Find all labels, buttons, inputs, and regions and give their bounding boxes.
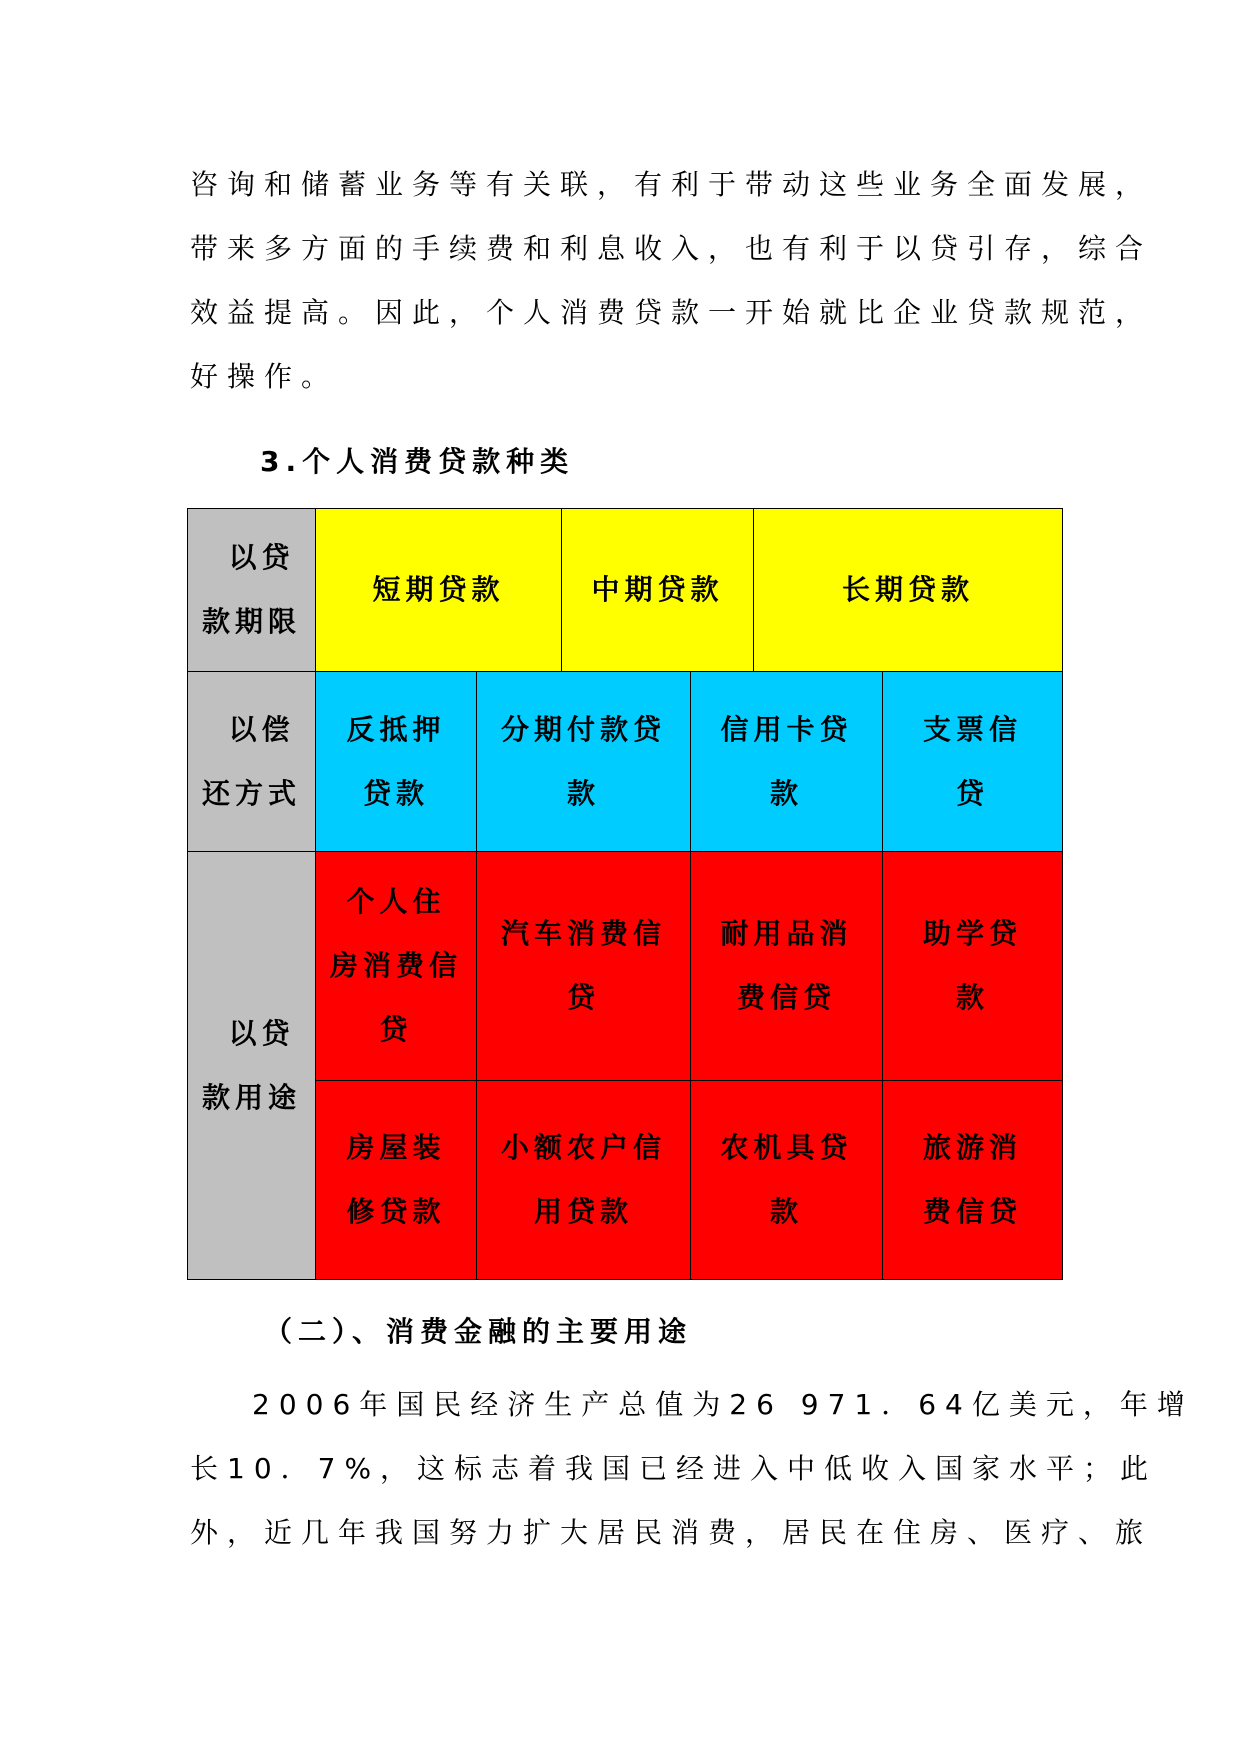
paragraph-line: 2006年国民经济生产总值为26 971．64亿美元，年增 <box>252 1388 1194 1421</box>
table-row-purpose-a <box>188 852 1063 1081</box>
table-row-term <box>188 509 1063 672</box>
cell-housing-consumer-credit: 个人住 房消费信 贷 <box>316 852 477 1081</box>
paragraph-line: 带来多方面的手续费和利息收入，也有利于以贷引存，综合 <box>190 232 1153 265</box>
cell-durable-goods-credit: 耐用品消 费信贷 <box>691 852 883 1081</box>
paragraph-line: 长10．7%，这标志着我国已经进入中低收入国家水平；此 <box>190 1452 1158 1485</box>
paragraph-line: 好操作。 <box>190 360 339 393</box>
section-title-loan-types: 3.个人消费贷款种类 <box>260 445 575 478</box>
cell-check-credit: 支票信 贷 <box>883 672 1063 852</box>
row-header-repayment: 以偿 还方式 <box>188 672 316 852</box>
row-header-term: 以贷 款期限 <box>188 509 316 672</box>
paragraph-line: 咨询和储蓄业务等有关联，有利于带动这些业务全面发展， <box>190 168 1153 201</box>
cell-student-loan: 助学贷 款 <box>883 852 1063 1081</box>
cell-microcredit-farmer-loan: 小额农户信 用贷款 <box>477 1081 691 1280</box>
paragraph-line: 效益提高。因此，个人消费贷款一开始就比企业贷款规范， <box>190 296 1153 329</box>
cell-auto-consumer-credit: 汽车消费信 贷 <box>477 852 691 1081</box>
cell-travel-consumer-credit: 旅游消 费信贷 <box>883 1081 1063 1280</box>
cell-installment-loan: 分期付款贷 款 <box>477 672 691 852</box>
loan-types-table <box>187 508 1063 1280</box>
cell-short-term-loan: 短期贷款 <box>316 509 562 672</box>
section-title-consumer-finance-uses: （二）、消费金融的主要用途 <box>264 1315 693 1348</box>
table-row-purpose-b <box>188 1081 1063 1280</box>
cell-medium-term-loan: 中期贷款 <box>562 509 754 672</box>
cell-long-term-loan: 长期贷款 <box>754 509 1063 672</box>
paragraph-line: 外，近几年我国努力扩大居民消费，居民在住房、医疗、旅 <box>190 1516 1153 1549</box>
cell-reverse-mortgage-loan: 反抵押 贷款 <box>316 672 477 852</box>
cell-home-renovation-loan: 房屋装 修贷款 <box>316 1081 477 1280</box>
cell-credit-card-loan: 信用卡贷 款 <box>691 672 883 852</box>
cell-farm-machinery-loan: 农机具贷 款 <box>691 1081 883 1280</box>
row-header-purpose: 以贷 款用途 <box>188 852 316 1280</box>
table-row-repayment <box>188 672 1063 852</box>
